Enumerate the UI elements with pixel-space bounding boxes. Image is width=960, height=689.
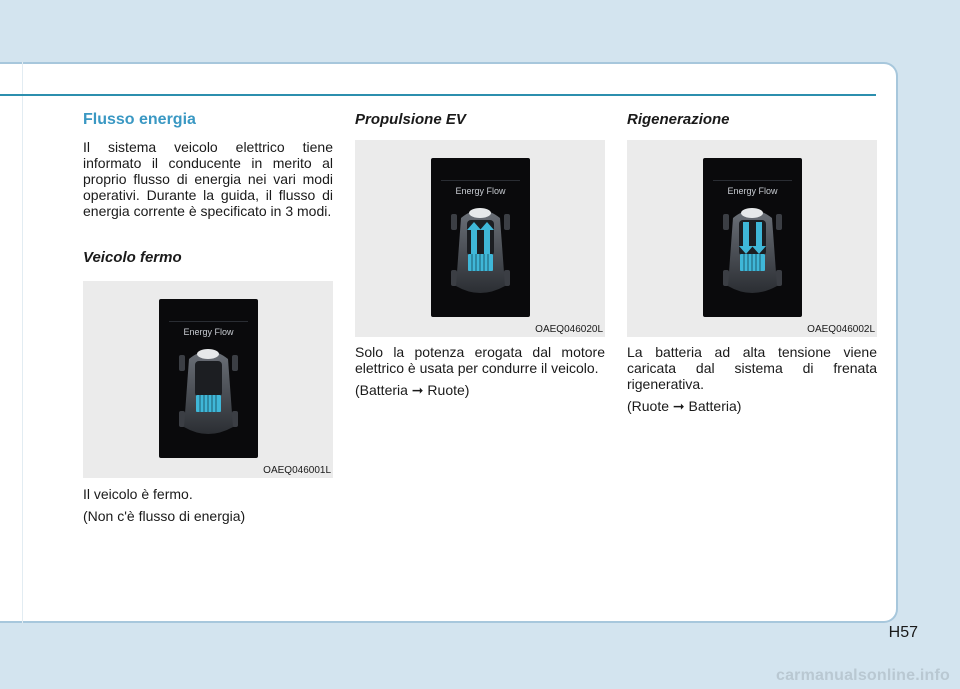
car-top-view-icon	[159, 299, 258, 458]
watermark: carmanualsonline.info	[775, 667, 950, 684]
energy-flow-label: Energy Flow	[727, 186, 778, 196]
description-line-2: (Non c'è flusso di energia)	[83, 508, 246, 524]
description-line-1: Il veicolo è fermo.	[83, 486, 193, 502]
intro-paragraph: Il sistema veicolo elettrico tiene informato il conducente in merito al proprio flusso di energia nei vari modi operativi. Durante la guida, il flusso di energia corrente è specificato in 3 modi.	[83, 139, 333, 219]
column-rigenerazione	[627, 110, 877, 414]
description-line-1: Solo la potenza erogata dal motore elettrico è usata per condurre il veicolo.	[355, 344, 605, 376]
energy-flow-label: Energy Flow	[455, 186, 506, 196]
left-margin-rule	[22, 62, 23, 623]
figure-rigenerazione	[627, 140, 877, 337]
energy-flow-label: Energy Flow	[183, 327, 234, 337]
description-line-1: La batteria ad alta tensione viene caricata dal sistema di frenata rigenerativa.	[627, 344, 877, 392]
car-top-view-icon	[431, 158, 530, 317]
page-number: H57	[888, 624, 918, 641]
column-propulsione-ev	[355, 110, 605, 398]
figure-code: OAEQ046002L	[807, 324, 875, 335]
description-line-2: (Batteria ➞ Ruote)	[355, 382, 470, 398]
subtitle-rigenerazione: Rigenerazione	[627, 111, 730, 128]
figure-code: OAEQ046020L	[535, 324, 603, 335]
car-top-view-icon	[703, 158, 802, 317]
figure-code: OAEQ046001L	[263, 465, 331, 476]
subtitle-veicolo-fermo: Veicolo fermo	[83, 249, 182, 266]
energy-flow-screen	[703, 158, 802, 317]
figure-propulsione-ev	[355, 140, 605, 337]
figure-veicolo-fermo	[83, 281, 333, 478]
subtitle-propulsione-ev: Propulsione EV	[355, 111, 466, 128]
description-line-2: (Ruote ➞ Batteria)	[627, 398, 742, 414]
energy-flow-screen	[431, 158, 530, 317]
section-title: Flusso energia	[83, 111, 196, 128]
header-rule	[0, 94, 876, 96]
energy-flow-screen	[159, 299, 258, 458]
column-veicolo-fermo	[83, 110, 333, 524]
